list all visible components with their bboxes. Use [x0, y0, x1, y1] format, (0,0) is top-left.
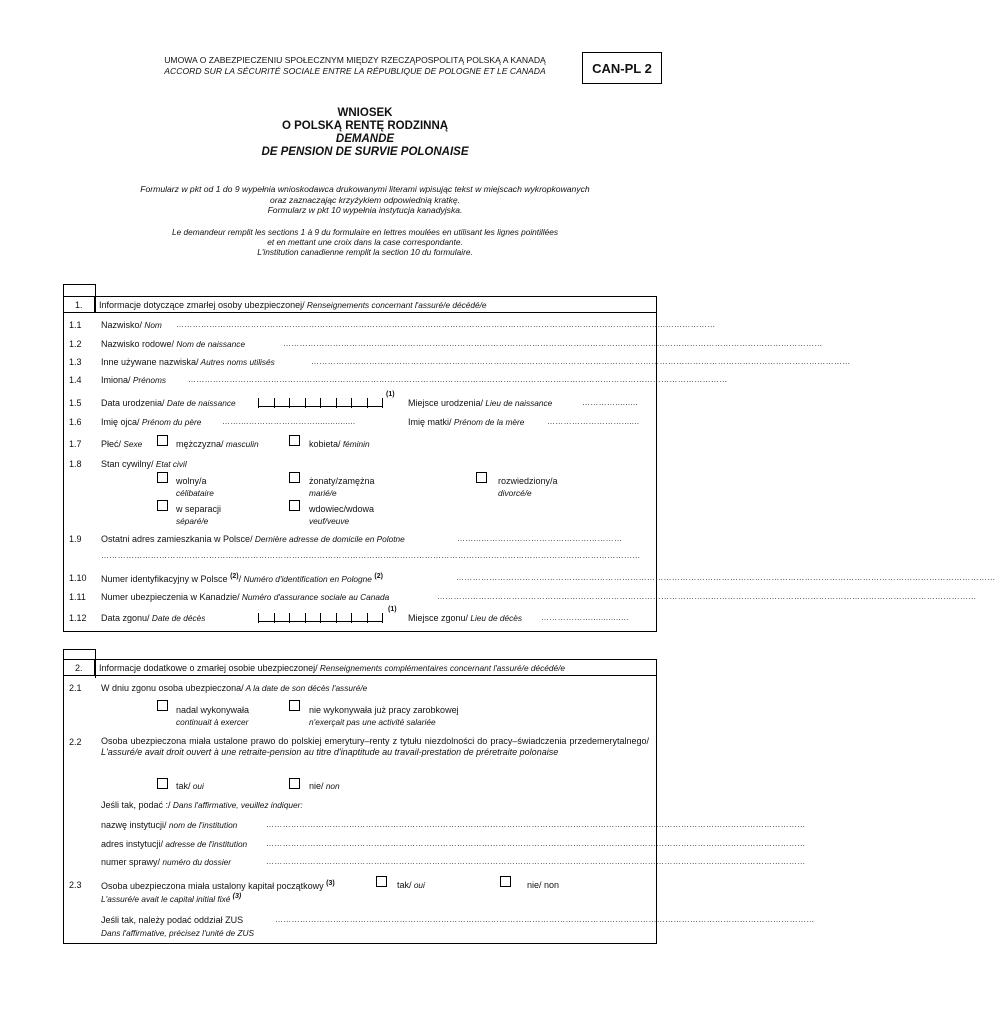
label-fr: Date de naissance	[164, 398, 236, 408]
capital-yes-label	[397, 880, 425, 890]
widowed-label-fr: veuf/veuve	[309, 516, 350, 526]
birth-date-field[interactable]	[258, 396, 383, 407]
label-pl: Nazwisko rodowe/	[101, 339, 175, 349]
still-working-checkbox[interactable]	[157, 700, 168, 711]
institution-address-label	[101, 839, 247, 849]
text-pl: Osoba ubezpieczona miała ustalone prawo do polskiej emerytury–renty z tytułu niezdolności do pracy–świadczenia przedemerytalnego/	[101, 736, 649, 746]
form-code: CAN-PL 2	[582, 52, 662, 84]
label-fr: Etat civil	[153, 459, 187, 469]
label-fr: Sexe	[121, 439, 143, 449]
capital-no-label	[527, 880, 559, 890]
section1-title	[99, 300, 487, 310]
pension-right-text	[101, 736, 649, 758]
label-fr: masculin	[223, 439, 259, 449]
label-pl: Płeć/	[101, 439, 122, 449]
pension-yes-label	[176, 781, 204, 791]
label-pl: Miejsce urodzenia/	[408, 398, 484, 408]
widowed-checkbox[interactable]	[289, 500, 300, 511]
married-checkbox[interactable]	[289, 472, 300, 483]
surname-label	[101, 320, 162, 330]
instruction-line: L'institution canadienne remplit la section 10 du formulaire.	[257, 247, 473, 258]
label-fr: féminin	[340, 439, 370, 449]
widowed-label-pl: wdowiec/wdowa	[309, 504, 375, 514]
single-label-pl: wolny/a	[176, 476, 207, 486]
female-checkbox[interactable]	[289, 435, 300, 446]
footnote-ref: (3)	[326, 880, 335, 887]
married-label-fr: marié/e	[309, 488, 337, 498]
label-fr: Date de décès	[149, 613, 206, 623]
title-pl-1: WNIOSEK	[337, 107, 393, 119]
row-number: 2.3	[69, 880, 82, 890]
agreement-title-fr: ACCORD SUR LA SÉCURITÉ SOCIALE ENTRE LA RÉPUBLIQUE DE POLOGNE ET LE CANADA	[164, 66, 546, 76]
birth-date-label	[101, 398, 236, 408]
section2-number: 2.	[75, 663, 83, 673]
separated-checkbox[interactable]	[157, 500, 168, 511]
instructions-pl	[90, 184, 640, 216]
label-pl: kobieta/	[309, 439, 341, 449]
other-names-label	[101, 357, 275, 367]
label-pl: Inne używane nazwiska/	[101, 357, 199, 367]
label-pl: mężczyzna/	[176, 439, 224, 449]
not-working-label-fr: n'exerçait pas une activité salariée	[309, 717, 436, 727]
polish-id-field[interactable]: ……………………………………………………………………………………………………………………………………………………………………………	[456, 573, 996, 582]
institution-name-label	[101, 820, 237, 830]
label-fr: Dans l'affirmative, veuillez indiquer:	[170, 800, 303, 810]
last-address-field-line2[interactable]: ……………………………………………………………………………………………………………………………………………………………………………	[101, 551, 641, 560]
row-number: 1.5	[69, 398, 82, 408]
label-fr: oui	[190, 781, 204, 791]
section2-title	[99, 663, 565, 673]
instruction-line: oraz zaznaczając krzyżykiem odpowiednią kratkę.	[269, 194, 461, 205]
row-number: 1.3	[69, 357, 82, 367]
row-number: 2.2	[69, 737, 82, 747]
agreement-header	[120, 55, 590, 77]
footnote-ref: (1)	[386, 391, 395, 398]
label-pl: tak/	[176, 781, 191, 791]
still-working-label-fr: continuait à exercer	[176, 717, 249, 727]
institution-name-field[interactable]: ……………………………………………………………………………………………………………………………………………………………………………	[266, 820, 806, 829]
label-fr: Nom de naissance	[174, 339, 246, 349]
footnote-ref: (1)	[388, 606, 397, 613]
separated-label-pl: w separacji	[176, 504, 222, 514]
label-pl: Jeśli tak, podać :/	[101, 800, 171, 810]
death-date-field[interactable]	[258, 611, 383, 622]
married-label-pl: żonaty/zamężna	[309, 476, 375, 486]
father-name-field[interactable]: ……....……………………................	[222, 417, 356, 426]
section2-title-pl: Informacje dodatkowe o zmarłej osobie ubezpieczonej/	[99, 663, 318, 673]
form-title	[170, 107, 560, 159]
label-fr: Prénom de la mère	[451, 417, 525, 427]
initial-capital-label-fr	[101, 893, 241, 904]
label-pl: W dniu zgonu osoba ubezpieczona/	[101, 683, 244, 693]
still-working-label-pl: nadal wykonywała	[176, 705, 250, 715]
label-fr: Autres noms utilisés	[198, 357, 275, 367]
label-pl: tak/	[397, 880, 412, 890]
pension-no-checkbox[interactable]	[289, 778, 300, 789]
capital-no-checkbox[interactable]	[500, 876, 511, 887]
row-number: 1.9	[69, 534, 82, 544]
other-names-field[interactable]: ……………………………………………………………………………………………………………………………………………………………………………	[311, 357, 851, 366]
first-names-label	[101, 375, 166, 385]
label-pl: Numer identyfikacyjny w Polsce	[101, 574, 228, 584]
label-pl: adres instytucji/	[101, 839, 164, 849]
row-number: 1.2	[69, 339, 82, 349]
row-number: 2.1	[69, 683, 82, 693]
not-working-checkbox[interactable]	[289, 700, 300, 711]
zus-branch-label: Jeśli tak, należy podać oddział ZUS	[101, 915, 244, 925]
label-pl: Osoba ubezpieczona miała ustalony kapitał początkowy	[101, 881, 324, 891]
pension-yes-checkbox[interactable]	[157, 778, 168, 789]
birth-name-field[interactable]: ……………………………………………………………………………………………………………………………………………………………………………	[283, 339, 823, 348]
institution-address-field[interactable]: ……………………………………………………………………………………………………………………………………………………………………………	[266, 839, 806, 848]
section1-number: 1.	[75, 300, 83, 310]
label-fr: adresse de l'institution	[163, 839, 248, 849]
male-label	[176, 439, 259, 449]
footnote-ref: (2)	[374, 573, 383, 580]
label-fr: Prénoms	[130, 375, 167, 385]
marital-status-label	[101, 459, 187, 469]
section1-title-fr: Renseignements concernant l'assuré/e décédé/e	[304, 300, 487, 310]
divider	[63, 675, 656, 676]
label-fr: Prénom du père	[139, 417, 202, 427]
death-date-label	[101, 613, 205, 623]
single-label-fr: célibataire	[176, 488, 214, 498]
birth-place-label	[408, 398, 552, 408]
agreement-title-pl: UMOWA O ZABEZPIECZENIU SPOŁECZNYM MIĘDZY RZECZĄPOSPOLITĄ POLSKĄ A KANADĄ	[164, 55, 546, 65]
capital-yes-checkbox[interactable]	[376, 876, 387, 887]
label-pl: nazwę instytucji/	[101, 820, 167, 830]
label-pl: Data urodzenia/	[101, 398, 165, 408]
label-fr: A la date de son décès l'assuré/e	[243, 683, 368, 693]
label-fr: Numéro d'assurance sociale au Canada	[239, 592, 390, 602]
first-names-field[interactable]: ……………………………………………………………………………………………………………………………………………………………………………	[188, 375, 728, 384]
divider	[94, 659, 95, 675]
footnote-ref: (2)	[230, 573, 239, 580]
label-fr: numéro du dossier	[160, 857, 232, 867]
father-name-label	[101, 417, 201, 427]
single-checkbox[interactable]	[157, 472, 168, 483]
label-pl: Imię matki/	[408, 417, 452, 427]
label-pl: Data zgonu/	[101, 613, 150, 623]
mother-name-field[interactable]: ……………………….......	[547, 417, 640, 426]
label-fr: Numéro d'identification en Pologne	[241, 574, 372, 584]
birth-name-label	[101, 339, 245, 349]
title-pl-2: O POLSKĄ RENTĘ RODZINNĄ	[281, 120, 449, 132]
instruction-line: et en mettant une croix dans la case correspondante.	[267, 237, 463, 248]
death-place-label	[408, 613, 522, 623]
divider	[63, 312, 656, 313]
case-number-field[interactable]: ……………………………………………………………………………………………………………………………………………………………………………	[266, 857, 806, 866]
label-pl: nie/	[309, 781, 324, 791]
row-number: 1.4	[69, 375, 82, 385]
canadian-sin-label	[101, 592, 389, 602]
section1-title-pl: Informacje dotyczące zmarłej osoby ubezpieczonej/	[99, 300, 305, 310]
sex-label	[101, 439, 142, 449]
label-fr: Lieu de décès	[468, 613, 523, 623]
last-address-label	[101, 534, 405, 544]
instruction-line: Le demandeur remplit les sections 1 à 9 du formulaire en lettres moulées en utilisant les lignes pointillées	[171, 227, 558, 237]
case-number-label	[101, 857, 231, 867]
row-number: 1.8	[69, 459, 82, 469]
label-fr: non	[541, 880, 560, 890]
label-fr: Dernière adresse de domicile en Polotne	[252, 534, 405, 544]
birth-place-field[interactable]: ………….........	[582, 398, 638, 407]
footnote-ref: (3)	[232, 893, 242, 900]
death-place-field[interactable]: ………………...............	[541, 613, 629, 622]
pension-no-label	[309, 781, 340, 791]
label-fr: non	[323, 781, 340, 791]
label-fr: oui	[411, 880, 425, 890]
label-pl: Numer ubezpieczenia w Kanadzie/	[101, 592, 240, 602]
title-fr-2: DE PENSION DE SURVIE POLONAISE	[261, 146, 469, 158]
male-checkbox[interactable]	[157, 435, 168, 446]
polish-id-label: Numer identyfikacyjny w Polsce $^{(2)}$/ Numéro d'identification en Pologne $^{(2)}$	[101, 573, 383, 584]
row-number: 1.7	[69, 439, 82, 449]
divorced-checkbox[interactable]	[476, 472, 487, 483]
row-number: 1.6	[69, 417, 82, 427]
divorced-label-pl: rozwiedziony/a	[498, 476, 558, 486]
instruction-line: Formularz w pkt od 1 do 9 wypełnia wnioskodawca drukowanymi literami wpisując tekst w miejscach wykropkowanych	[140, 184, 590, 194]
employment-at-death-label	[101, 683, 367, 693]
instruction-line: Formularz w pkt 10 wypełnia instytucja kanadyjska.	[267, 205, 463, 216]
label-pl: nie/	[527, 880, 542, 890]
row-number: 1.12	[69, 613, 87, 623]
if-yes-label	[101, 800, 303, 810]
initial-capital-label-pl	[101, 880, 335, 891]
label-fr: L'assuré/e avait le capital initial fixé	[101, 893, 231, 904]
row-number: 1.11	[69, 592, 86, 602]
surname-field[interactable]: ……………………………………………………………………………………………………………………………………………………………………………	[176, 320, 716, 329]
label-fr: Lieu de naissance	[483, 398, 553, 408]
section2-title-fr: Renseignements complémentaires concernant l'assuré/e décédé/e	[317, 663, 566, 673]
label-pl: Ostatni adres zamieszkania w Polsce/	[101, 534, 253, 544]
divider	[94, 296, 95, 312]
label-pl: Miejsce zgonu/	[408, 613, 469, 623]
last-address-field[interactable]: ……...……………………………………………	[457, 534, 623, 543]
zus-branch-label-fr: Dans l'affirmative, précisez l'unité de ZUS	[101, 928, 255, 938]
female-label	[309, 439, 370, 449]
label-pl: Imię ojca/	[101, 417, 140, 427]
label-pl: Nazwisko/	[101, 320, 143, 330]
not-working-label-pl: nie wykonywała już pracy zarobkowej	[309, 705, 459, 715]
instructions-fr	[90, 227, 640, 258]
label-pl: Imiona/	[101, 375, 131, 385]
title-fr-1: DEMANDE	[335, 133, 395, 145]
row-number: 1.10	[69, 573, 87, 583]
mother-name-label	[408, 417, 524, 427]
separated-label-fr: séparé/e	[176, 516, 209, 526]
canadian-sin-field[interactable]: ……………………………………………………………………………………………………………………………………………………………………………	[437, 592, 977, 601]
label-fr: nom de l'institution	[166, 820, 238, 830]
label-fr: Nom	[142, 320, 162, 330]
row-number: 1.1	[69, 320, 82, 330]
divorced-label-fr: divorcé/e	[498, 488, 532, 498]
text-fr: L'assuré/e avait droit ouvert à une retraite-pension au titre d'inaptitude au travail-prestation de préretraite polonaise	[101, 747, 559, 757]
zus-branch-field[interactable]: ……………………………………………………………………………………………………………………………………………………………………………	[275, 915, 815, 924]
label-pl: numer sprawy/	[101, 857, 161, 867]
label-pl: Stan cywilny/	[101, 459, 154, 469]
